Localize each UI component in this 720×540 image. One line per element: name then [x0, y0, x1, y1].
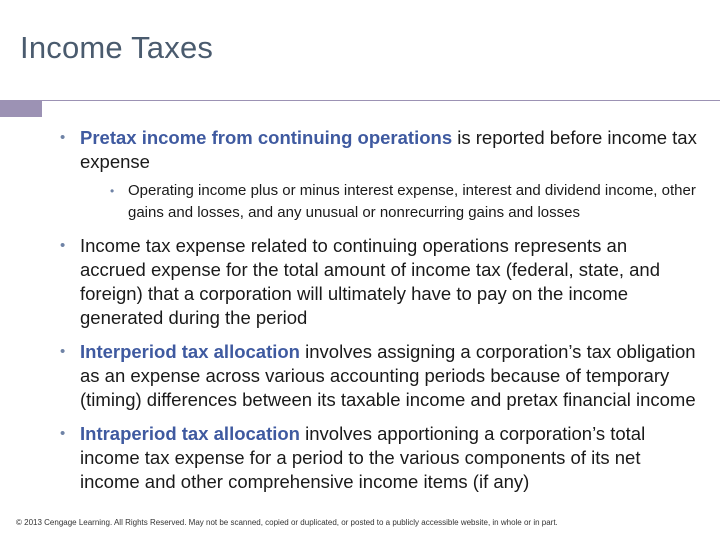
title-accent-block [0, 100, 42, 117]
copyright-footer: © 2013 Cengage Learning. All Rights Reserved. May not be scanned, copied or duplicated, or posted to a publicly accessible website, in whole or in part. [16, 518, 558, 527]
bullet-intraperiod-allocation [58, 422, 698, 494]
bullet-text: involves apportioning a corporation’s total income tax expense for a period to the various components of its net income and other comprehensive income items (if any) [80, 423, 646, 492]
bullet-income-tax-expense [58, 234, 698, 330]
bullet-term: Interperiod tax allocation [80, 341, 300, 362]
bullet-text: involves assigning a corporation’s tax obligation as an expense across various accounting periods because of temporary (timing) differences between its taxable income and pretax financial income [80, 341, 696, 410]
bullet-text: is reported before income tax expense [80, 127, 697, 172]
title-divider [0, 100, 720, 117]
title-underline [42, 100, 720, 101]
bullet-text: Income tax expense related to continuing operations represents an accrued expense for the total amount of income tax (federal, state, and foreign) that a corporation will ultimately have to pay on the income generated during the period [80, 235, 661, 328]
bullet-dot-icon: • [60, 425, 66, 442]
bullet-dot-icon: • [60, 343, 66, 360]
slide-title: Income Taxes [20, 30, 214, 65]
bullet-pretax-income [58, 126, 698, 224]
sub-bullet-dot-icon: • [110, 184, 115, 198]
sub-bullet-operating-income [80, 180, 698, 224]
sub-bullet-text: Operating income plus or minus interest expense, interest and dividend income, other gains and losses, and any unusual or nonrecurring gains and losses [128, 182, 696, 221]
bullet-interperiod-allocation [58, 340, 698, 412]
bullet-dot-icon: • [60, 237, 66, 254]
bullet-list [58, 126, 698, 504]
bullet-term: Intraperiod tax allocation [80, 423, 300, 444]
bullet-term: Pretax income from continuing operations [80, 127, 453, 148]
bullet-dot-icon: • [60, 129, 66, 146]
